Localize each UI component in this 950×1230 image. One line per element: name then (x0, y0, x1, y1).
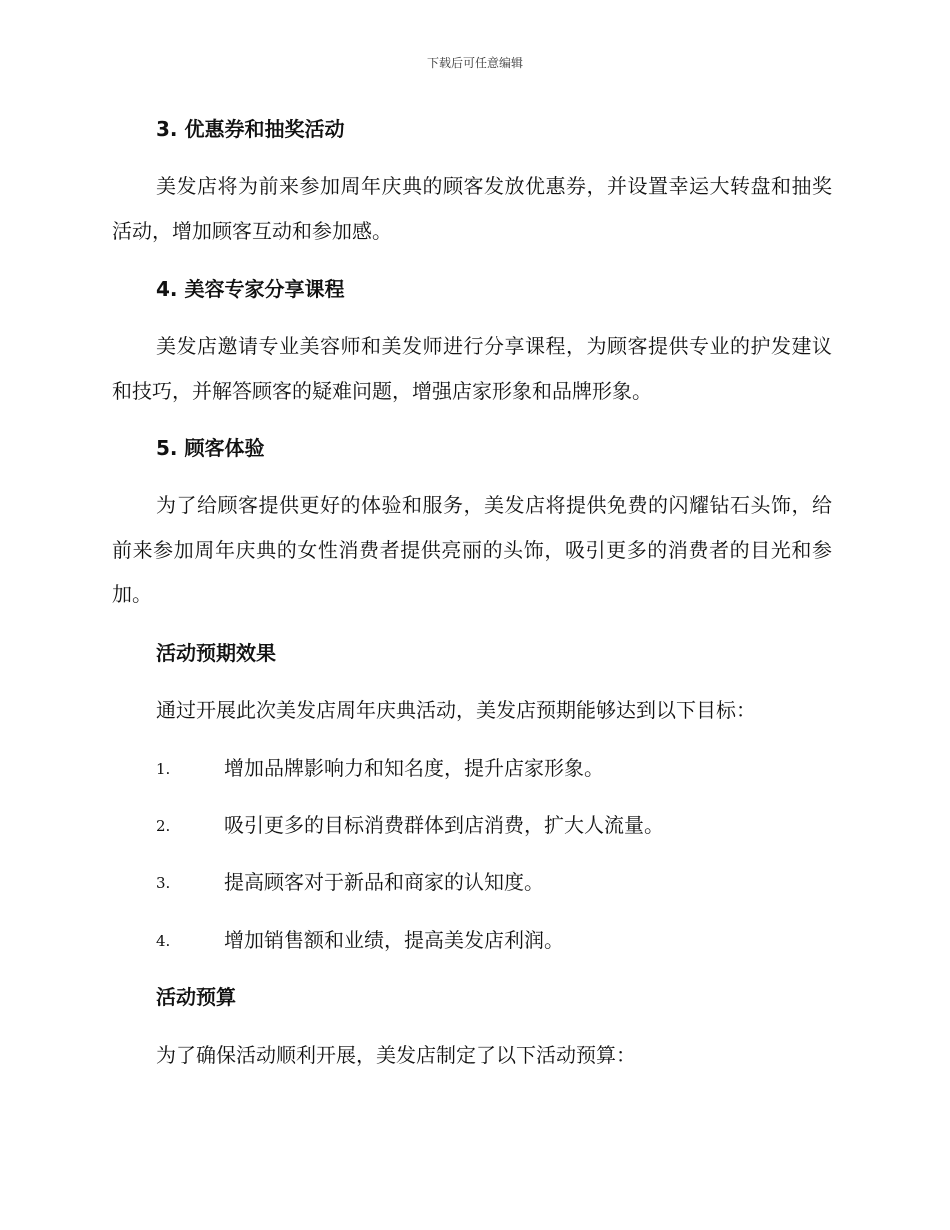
list-item (112, 928, 832, 952)
header-note: 下载后可任意编辑 (426, 56, 523, 70)
paragraph-text: 美发店邀请专业美容师和美发师进行分享课程，为顾客提供专业的护发建议和技巧，并解答顾客的疑难问题，增强店家形象和品牌形象。 (112, 334, 832, 403)
section-heading-budget: 活动预算 (156, 985, 236, 1009)
budget-intro: 为了确保活动顺利开展，美发店制定了以下活动预算： (156, 1043, 636, 1067)
list-item (112, 813, 832, 837)
list-number: 3. (156, 874, 171, 892)
list-number: 4. (156, 932, 171, 950)
section-heading-expert: 4. 美容专家分享课程 (156, 277, 345, 301)
section-heading-effect: 活动预期效果 (156, 641, 276, 665)
section-paragraph-expert (112, 324, 832, 413)
section-paragraph-coupon (112, 164, 832, 253)
paragraph-text: 为了给顾客提供更好的体验和服务，美发店将提供免费的闪耀钻石头饰，给前来参加周年庆典的女性消费者提供亮丽的头饰，吸引更多的消费者的目光和参加。 (112, 493, 832, 606)
list-item (112, 756, 832, 780)
section-heading-experience: 5. 顾客体验 (156, 436, 265, 460)
list-item (112, 870, 832, 894)
paragraph-text: 美发店将为前来参加周年庆典的顾客发放优惠券，并设置幸运大转盘和抽奖活动，增加顾客互动和参加感。 (112, 174, 832, 243)
section-paragraph-experience (112, 483, 832, 617)
list-number: 1. (156, 760, 171, 778)
list-text: 提高顾客对于新品和商家的认知度。 (224, 870, 544, 894)
list-text: 增加品牌影响力和知名度，提升店家形象。 (224, 756, 604, 780)
list-text: 吸引更多的目标消费群体到店消费，扩大人流量。 (224, 813, 664, 837)
list-number: 2. (156, 817, 171, 835)
effect-intro: 通过开展此次美发店周年庆典活动，美发店预期能够达到以下目标： (156, 698, 756, 722)
list-text: 增加销售额和业绩，提高美发店利润。 (224, 928, 564, 952)
section-heading-coupon: 3. 优惠券和抽奖活动 (156, 117, 345, 141)
